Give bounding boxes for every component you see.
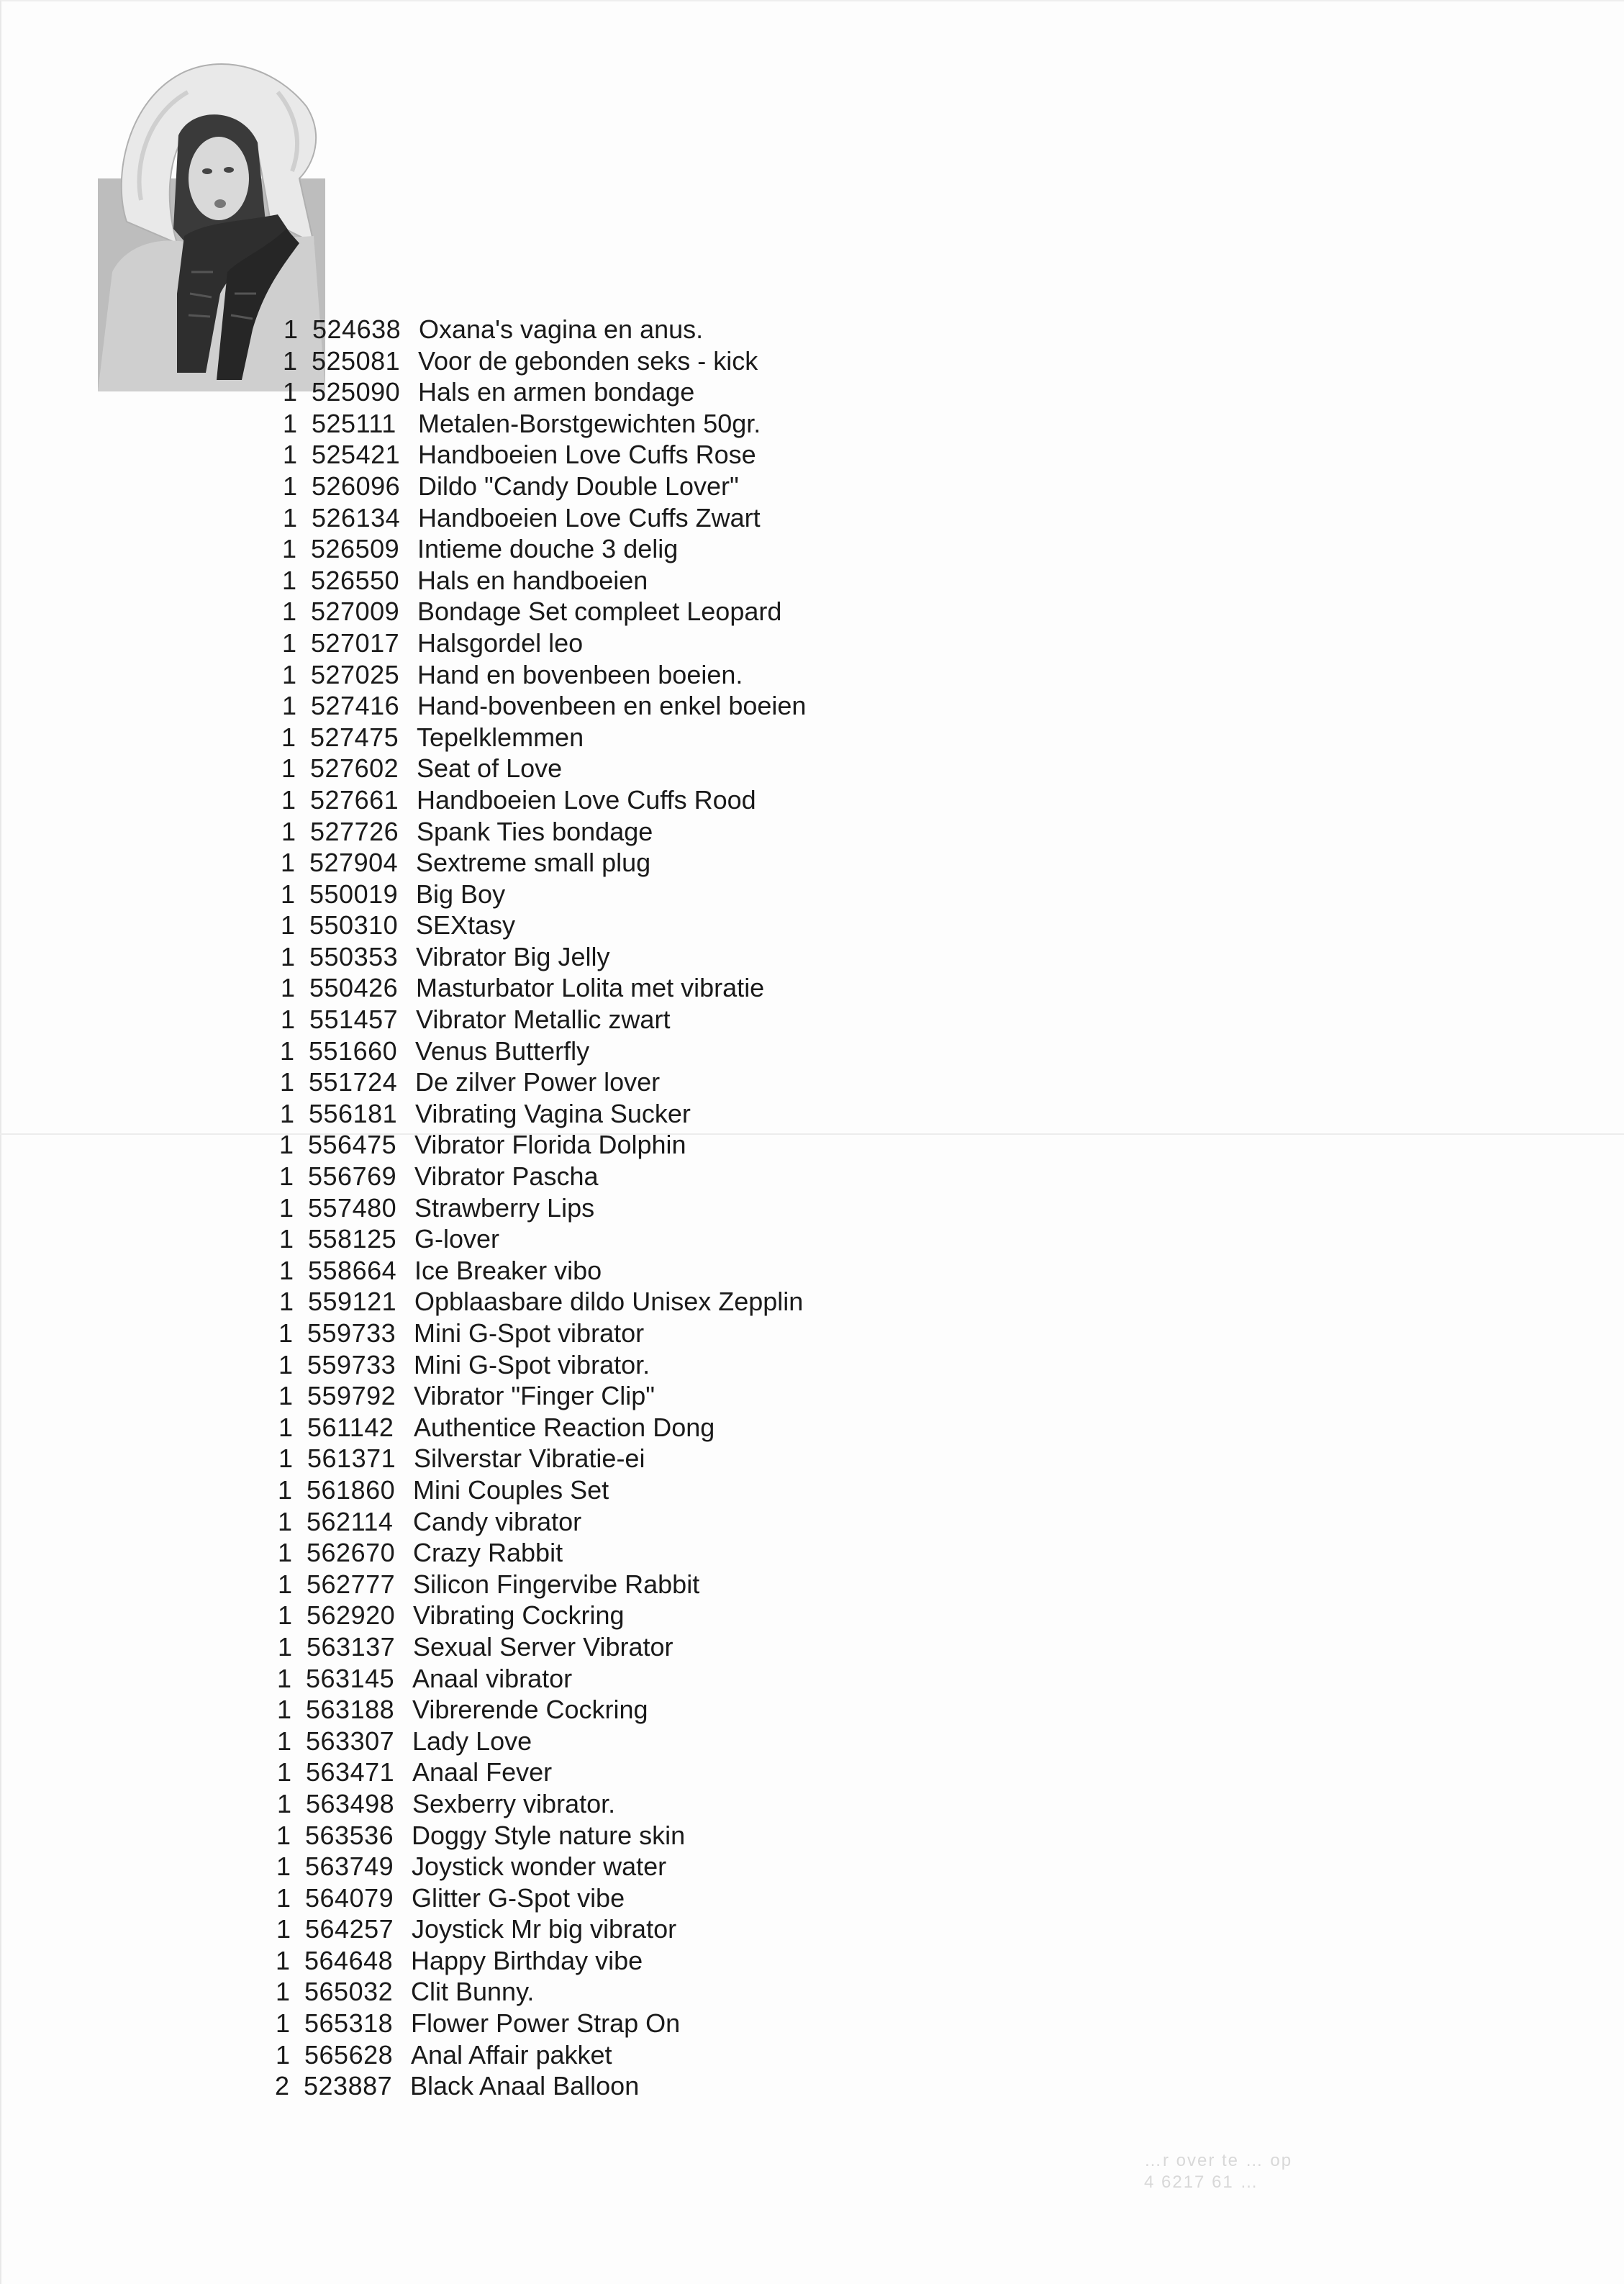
item-quantity: 1 <box>280 910 295 941</box>
item-article-number: 556475 <box>308 1130 397 1160</box>
item-quantity: 1 <box>280 973 295 1003</box>
item-description: Sexberry vibrator. <box>412 1788 616 1818</box>
list-item <box>272 690 806 722</box>
item-article-number: 527661 <box>310 784 399 815</box>
item-description: Mini Couples Set <box>413 1474 609 1505</box>
list-item <box>271 972 804 1004</box>
item-article-number: 561860 <box>307 1474 396 1505</box>
list-item <box>272 659 806 691</box>
item-description: Handboeien Love Cuffs Rose <box>418 440 756 470</box>
item-quantity: 1 <box>281 691 296 721</box>
item-article-number: 563145 <box>306 1663 395 1693</box>
item-article-number: 558664 <box>308 1255 397 1285</box>
item-article-number: 565628 <box>304 2039 394 2070</box>
item-article-number: 527602 <box>310 753 399 784</box>
item-quantity: 1 <box>280 879 295 909</box>
item-quantity: 1 <box>278 1287 294 1317</box>
list-item <box>268 1506 802 1538</box>
item-article-number: 525081 <box>312 345 401 376</box>
item-description: Big Boy <box>416 879 506 909</box>
list-item <box>272 565 806 597</box>
faded-footer-text <box>1144 2150 1292 2193</box>
item-description: Strawberry Lips <box>414 1192 595 1223</box>
item-description: Vibrator Big Jelly <box>416 941 610 971</box>
item-article-number: 559733 <box>307 1349 396 1379</box>
list-item <box>267 1788 801 1820</box>
item-description: Lady Love <box>412 1726 532 1756</box>
item-article-number: 561142 <box>307 1412 394 1442</box>
list-item <box>266 1913 800 1945</box>
footer-line-1: …r over te … op <box>1144 2151 1293 2170</box>
item-quantity: 1 <box>278 1255 294 1285</box>
item-quantity: 1 <box>281 784 296 815</box>
item-article-number: 527017 <box>311 627 400 658</box>
list-item <box>271 847 804 879</box>
item-quantity: 1 <box>281 722 296 752</box>
item-quantity: 1 <box>275 1977 290 2007</box>
item-quantity: 1 <box>276 1663 291 1693</box>
list-item <box>267 1663 801 1695</box>
list-item <box>266 2039 799 2071</box>
item-description: Doggy Style nature skin <box>412 1820 686 1850</box>
list-item <box>269 1286 803 1318</box>
item-quantity: 1 <box>280 848 295 878</box>
item-description: Vibrator Pascha <box>414 1161 599 1192</box>
item-article-number: 556769 <box>308 1161 397 1192</box>
item-description: Candy vibrator <box>413 1506 582 1536</box>
item-description: Anaal vibrator <box>412 1663 573 1693</box>
item-description: Anal Affair pakket <box>411 2039 612 2070</box>
item-quantity: 1 <box>278 1412 293 1442</box>
item-article-number: 523887 <box>304 2071 393 2101</box>
list-item <box>268 1412 802 1444</box>
item-description: Bondage Set compleet Leopard <box>417 597 782 627</box>
item-quantity: 1 <box>282 502 297 533</box>
list-item <box>269 1192 803 1224</box>
list-item <box>267 1694 801 1726</box>
item-quantity: 1 <box>276 1695 291 1725</box>
item-article-number: 564257 <box>305 1914 394 1944</box>
item-description: Joystick Mr big vibrator <box>412 1914 677 1944</box>
item-description: Hand en bovenbeen boeien. <box>417 659 743 689</box>
item-quantity: 1 <box>278 1161 294 1192</box>
item-description: Mini G-Spot vibrator <box>414 1318 645 1348</box>
item-quantity: 1 <box>282 377 297 407</box>
list-item <box>273 408 807 440</box>
item-article-number: 551457 <box>309 1005 399 1035</box>
list-item <box>269 1223 803 1255</box>
item-article-number: 562114 <box>307 1506 394 1536</box>
item-article-number: 550310 <box>309 910 399 941</box>
item-article-number: 527009 <box>311 597 400 627</box>
list-item <box>266 1976 799 2008</box>
list-item <box>271 941 804 973</box>
item-article-number: 527416 <box>311 691 400 721</box>
list-item <box>270 1066 804 1098</box>
item-quantity: 1 <box>278 1224 294 1254</box>
item-article-number: 556181 <box>309 1098 398 1128</box>
item-article-number: 551660 <box>309 1035 398 1066</box>
item-description: Hand-bovenbeen en enkel boeien <box>417 691 807 721</box>
list-item <box>265 2070 799 2102</box>
item-description: Black Anaal Balloon <box>410 2071 640 2101</box>
item-quantity: 1 <box>279 1067 294 1097</box>
item-description: Halsgordel leo <box>417 627 584 658</box>
item-article-number: 527475 <box>310 722 399 752</box>
item-description: Flower Power Strap On <box>411 2008 681 2039</box>
item-article-number: 563137 <box>307 1631 396 1662</box>
list-item <box>273 376 807 408</box>
item-description: Tepelklemmen <box>417 722 584 752</box>
item-description: Metalen-Borstgewichten 50gr. <box>418 408 761 438</box>
list-item <box>272 596 806 627</box>
item-article-number: 527726 <box>310 816 399 846</box>
item-description: Crazy Rabbit <box>413 1538 563 1568</box>
item-article-number: 551724 <box>309 1067 398 1097</box>
item-article-number: 563749 <box>305 1852 394 1882</box>
list-item <box>273 502 807 534</box>
list-item <box>268 1443 802 1474</box>
item-article-number: 557480 <box>308 1192 397 1223</box>
item-quantity: 1 <box>277 1538 292 1568</box>
item-description: Oxana's vagina en anus. <box>419 314 704 344</box>
item-quantity: 1 <box>276 1757 291 1787</box>
item-article-number: 559733 <box>307 1318 396 1348</box>
list-item <box>273 314 807 345</box>
item-quantity: 1 <box>282 408 297 438</box>
list-item <box>269 1161 803 1192</box>
item-article-number: 565318 <box>304 2008 394 2039</box>
item-article-number: 563307 <box>306 1726 395 1756</box>
list-item <box>272 533 806 565</box>
list-item <box>271 879 804 910</box>
item-quantity: 1 <box>278 1130 294 1160</box>
item-quantity: 2 <box>274 2071 289 2101</box>
item-quantity: 1 <box>278 1318 293 1348</box>
list-item <box>271 816 805 848</box>
item-description: Anaal Fever <box>412 1757 553 1787</box>
item-article-number: 524638 <box>312 314 402 344</box>
item-description: Vibrating Cockring <box>413 1600 625 1631</box>
item-article-number: 550426 <box>309 973 399 1003</box>
item-description: Sexual Server Vibrator <box>413 1631 673 1662</box>
item-article-number: 563536 <box>305 1820 394 1850</box>
list-item <box>270 1098 804 1130</box>
item-quantity: 1 <box>277 1569 292 1599</box>
item-description: SEXtasy <box>416 910 516 941</box>
item-description: Ice Breaker vibo <box>414 1255 602 1285</box>
item-article-number: 527025 <box>311 659 400 689</box>
item-description: Silverstar Vibratie-ei <box>414 1444 645 1474</box>
item-description: Vibrator Florida Dolphin <box>414 1130 686 1160</box>
item-quantity: 1 <box>278 1192 294 1223</box>
paper-fold-line <box>0 1133 1624 1135</box>
list-item <box>268 1631 802 1663</box>
item-article-number: 526509 <box>311 534 400 564</box>
item-description: Dildo "Candy Double Lover" <box>418 471 739 501</box>
item-quantity: 1 <box>276 1882 291 1913</box>
list-item <box>272 627 806 659</box>
list-item <box>266 2008 799 2039</box>
item-quantity: 1 <box>279 1035 294 1066</box>
item-quantity: 1 <box>282 345 297 376</box>
item-article-number: 525421 <box>312 440 401 470</box>
item-description: Vibrator Metallic zwart <box>416 1005 671 1035</box>
footer-line-2: 4 6217 61 … <box>1144 2172 1259 2192</box>
item-article-number: 526096 <box>312 471 401 501</box>
item-quantity: 1 <box>277 1506 292 1536</box>
item-article-number: 562670 <box>307 1538 396 1568</box>
item-description: Masturbator Lolita met vibratie <box>416 973 765 1003</box>
item-quantity: 1 <box>283 314 298 344</box>
item-quantity: 1 <box>281 627 296 658</box>
list-item <box>266 1945 799 1977</box>
item-description: Clit Bunny. <box>411 1977 535 2007</box>
item-article-number: 564079 <box>305 1882 394 1913</box>
item-quantity: 1 <box>276 1820 291 1850</box>
list-item <box>273 471 807 502</box>
list-item <box>266 1820 800 1852</box>
item-article-number: 525111 <box>312 408 396 438</box>
item-description: Opblaasbare dildo Unisex Zepplin <box>414 1287 804 1317</box>
list-item <box>270 1035 804 1067</box>
list-item <box>268 1537 802 1569</box>
list-item <box>269 1255 803 1287</box>
item-article-number: 563188 <box>306 1695 395 1725</box>
list-item <box>268 1569 802 1600</box>
list-item <box>271 910 804 941</box>
item-description: Intieme douche 3 delig <box>417 534 679 564</box>
item-quantity: 1 <box>281 816 296 846</box>
item-article-number: 558125 <box>308 1224 397 1254</box>
item-article-number: 563471 <box>306 1757 395 1787</box>
list-item <box>268 1380 802 1412</box>
list-item <box>271 753 805 784</box>
item-description: Mini G-Spot vibrator. <box>414 1349 650 1379</box>
item-description: Sextreme small plug <box>416 848 651 878</box>
list-item <box>266 1851 800 1882</box>
product-list <box>273 314 807 2102</box>
list-item <box>268 1474 802 1506</box>
item-article-number: 559792 <box>307 1381 396 1411</box>
item-article-number: 563498 <box>306 1788 395 1818</box>
list-item <box>271 722 805 753</box>
item-description: Hals en handboeien <box>417 565 648 595</box>
item-quantity: 1 <box>278 1381 293 1411</box>
item-description: Handboeien Love Cuffs Zwart <box>418 502 761 533</box>
item-quantity: 1 <box>281 534 296 564</box>
item-description: De zilver Power lover <box>415 1067 661 1097</box>
item-article-number: 525090 <box>312 377 401 407</box>
item-description: Silicon Fingervibe Rabbit <box>413 1569 700 1599</box>
item-description: Voor de gebonden seks - kick <box>418 345 758 376</box>
item-article-number: 565032 <box>304 1977 394 2007</box>
list-item <box>267 1757 801 1788</box>
item-quantity: 1 <box>276 1852 291 1882</box>
item-quantity: 1 <box>280 1005 295 1035</box>
list-item <box>271 784 805 816</box>
list-item <box>266 1882 800 1914</box>
item-quantity: 1 <box>278 1444 293 1474</box>
list-item <box>273 345 807 377</box>
item-quantity: 1 <box>282 471 297 501</box>
item-quantity: 1 <box>281 659 296 689</box>
item-quantity: 1 <box>276 1726 291 1756</box>
item-description: Vibrating Vagina Sucker <box>415 1098 691 1128</box>
item-article-number: 561371 <box>307 1444 396 1474</box>
item-quantity: 1 <box>276 1914 291 1944</box>
item-quantity: 1 <box>275 2039 290 2070</box>
list-item <box>271 1004 804 1035</box>
item-quantity: 1 <box>275 2008 290 2039</box>
item-article-number: 559121 <box>308 1287 397 1317</box>
item-article-number: 564648 <box>304 1945 394 1975</box>
item-description: Authentice Reaction Dong <box>414 1412 715 1442</box>
item-description: Venus Butterfly <box>415 1035 590 1066</box>
list-item <box>269 1129 803 1161</box>
item-quantity: 1 <box>281 597 296 627</box>
item-quantity: 1 <box>282 440 297 470</box>
item-article-number: 562777 <box>307 1569 396 1599</box>
item-quantity: 1 <box>280 941 295 971</box>
item-article-number: 550353 <box>309 941 399 971</box>
list-item <box>268 1349 802 1381</box>
item-quantity: 1 <box>279 1098 294 1128</box>
item-description: Spank Ties bondage <box>417 816 653 846</box>
item-quantity: 1 <box>278 1349 293 1379</box>
item-article-number: 550019 <box>309 879 399 909</box>
item-quantity: 1 <box>281 565 296 595</box>
item-article-number: 526550 <box>311 565 400 595</box>
item-article-number: 562920 <box>307 1600 396 1631</box>
list-item <box>268 1600 802 1631</box>
item-quantity: 1 <box>277 1600 292 1631</box>
item-quantity: 1 <box>276 1788 291 1818</box>
item-description: G-lover <box>414 1224 500 1254</box>
list-item <box>273 439 807 471</box>
item-description: Vibrator "Finger Clip" <box>414 1381 656 1411</box>
list-item <box>268 1318 802 1349</box>
item-article-number: 526134 <box>312 502 401 533</box>
list-item <box>267 1726 801 1757</box>
item-quantity: 1 <box>275 1945 290 1975</box>
item-article-number: 527904 <box>309 848 399 878</box>
item-description: Happy Birthday vibe <box>411 1945 643 1975</box>
item-quantity: 1 <box>277 1631 292 1662</box>
item-description: Seat of Love <box>417 753 563 784</box>
item-description: Joystick wonder water <box>412 1852 667 1882</box>
item-description: Handboeien Love Cuffs Rood <box>417 784 756 815</box>
item-quantity: 1 <box>281 753 296 784</box>
item-description: Hals en armen bondage <box>418 377 695 407</box>
item-description: Vibrerende Cockring <box>412 1695 648 1725</box>
item-description: Glitter G-Spot vibe <box>412 1882 625 1913</box>
item-quantity: 1 <box>277 1474 292 1505</box>
